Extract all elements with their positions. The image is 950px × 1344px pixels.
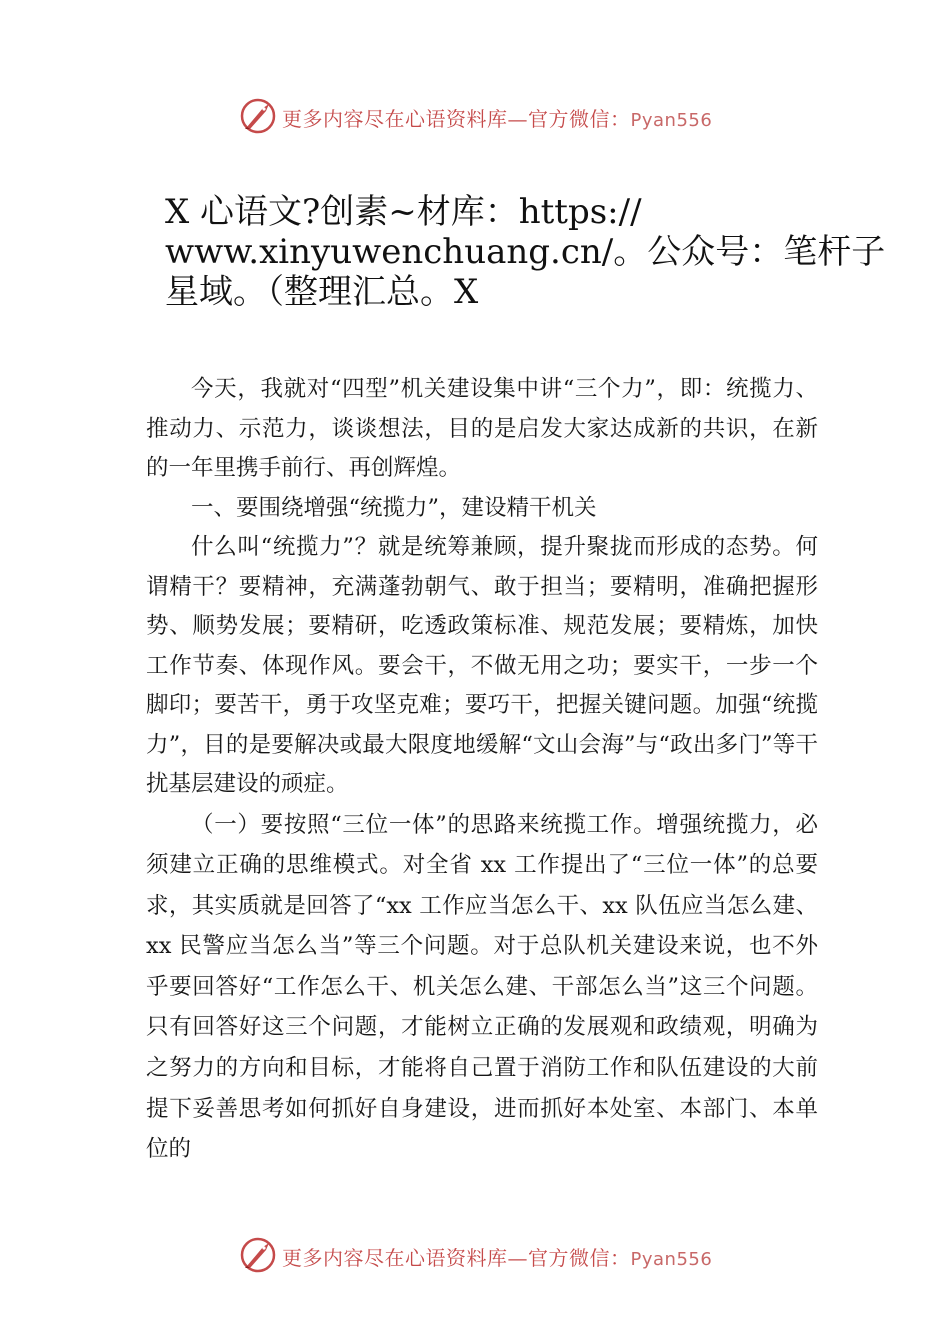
- pen-nib-logo-icon: [238, 96, 278, 136]
- pen-nib-logo-icon: [238, 1235, 278, 1275]
- body-paragraph: （一）要按照“三位一体”的思路来统揽工作。增强统揽力，必须建立正确的思维模式。对全省 xx 工作提出了“三位一体”的总要求，其实质就是回答了“xx 工作应当怎么干、xx 队伍应当怎么建、xx 民警应当怎么当”等三个问题。对于总队机关建设来说，也不外乎要回答好“工作怎么干、机关怎么建、干部怎么当”这三个问题。只有回答好这三个问题，才能树立正确的发展观和政绩观，明确为之努力的方向和目标，才能将自己置于消防工作和队伍建设的大前提下妥善思考如何抓好自身建设，进而抓好本处室、本部门、本单位的: [146, 811, 818, 1163]
- header-banner-label: 更多内容尽在心语资料库—官方微信：: [282, 107, 631, 131]
- document-body: [146, 370, 818, 1170]
- title-line: X 心语文?创素~材库：https://: [165, 192, 642, 232]
- document-title: [165, 192, 886, 312]
- header-banner-text: [282, 103, 712, 132]
- footer-wechat-id: Pyan556: [630, 1249, 713, 1270]
- footer-banner: [0, 1231, 950, 1281]
- body-paragraph: 今天，我就对“四型”机关建设集中讲“三个力”，即：统揽力、推动力、示范力，谈谈想法，目的是启发大家达成新的共识，在新的一年里携手前行、再创辉煌。: [146, 376, 818, 481]
- title-line: 星域。（整理汇总。X: [165, 272, 479, 312]
- footer-banner-text: [282, 1242, 712, 1271]
- header-banner: [0, 92, 950, 142]
- title-line: www.xinyuwenchuang.cn/。公众号：笔杆子: [165, 232, 886, 272]
- footer-banner-label: 更多内容尽在心语资料库—官方微信：: [282, 1246, 631, 1270]
- body-paragraph: 什么叫“统揽力”？就是统筹兼顾，提升聚拢而形成的态势。何谓精干？要精神，充满蓬勃朝气、敢于担当；要精明，准确把握形势、顺势发展；要精研，吃透政策标准、规范发展；要精炼，加快工作节奏、体现作风。要会干，不做无用之功；要实干，一步一个脚印；要苦干，勇于攻坚克难；要巧干，把握关键问题。加强“统揽力”，目的是要解决或最大限度地缓解“文山会海”与“政出多门”等干扰基层建设的顽症。: [146, 534, 818, 797]
- header-wechat-id: Pyan556: [630, 110, 713, 131]
- section-heading: 一、要围绕增强“统揽力”，建设精干机关: [191, 494, 597, 521]
